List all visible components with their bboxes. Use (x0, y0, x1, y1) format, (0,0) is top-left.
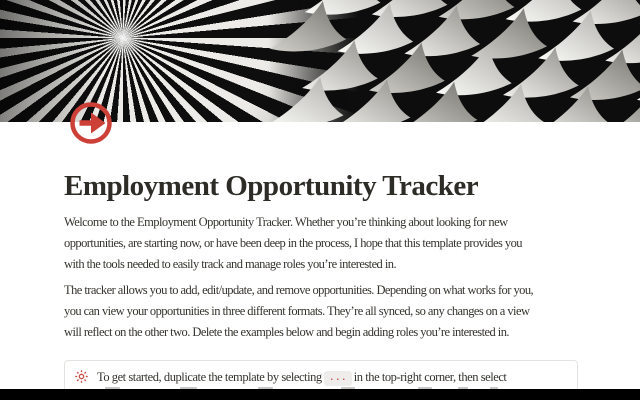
paragraph-line: will reflect on the other two. Delete the examples below and begin adding roles you’re interested in. (64, 325, 509, 339)
ellipsis-inline-code: ... (324, 371, 352, 386)
sun-icon (75, 370, 88, 388)
paragraph-line: opportunities, are starting now, or have been deep in the process, I hope that this template provides you (64, 236, 522, 250)
callout-text-after: in the top-right corner, then select (353, 370, 507, 384)
paragraph-line: with the tools needed to easily track and manage roles you’re interested in. (64, 257, 397, 271)
paragraph-line: The tracker allows you to add, edit/update, and remove opportunities. Depending on what works for you, (64, 283, 534, 297)
callout-text-before: To get started, duplicate the template by selecting (97, 370, 322, 384)
arrow-right-circle-icon (69, 101, 113, 145)
page-content (64, 122, 578, 400)
page-icon[interactable] (69, 101, 113, 145)
tracker-paragraph[interactable] (64, 280, 578, 343)
paragraph-line: Welcome to the Employment Opportunity Tracker. Whether you’re thinking about looking for new (64, 215, 508, 229)
callout-text (97, 369, 506, 386)
page-title[interactable]: Employment Opportunity Tracker (64, 170, 479, 202)
paragraph-line: you can view your opportunities in three different formats. They’re all synced, so any changes on a view (64, 304, 530, 318)
intro-paragraph[interactable] (64, 212, 578, 275)
bottom-black-bar (0, 389, 640, 400)
